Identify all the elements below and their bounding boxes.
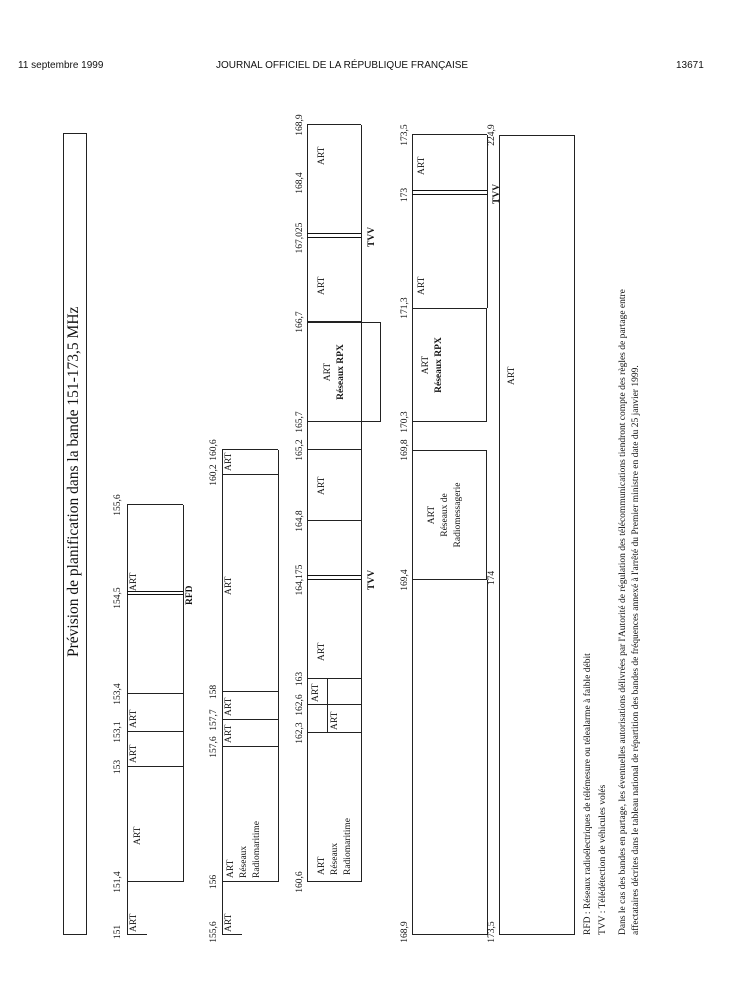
band-label: ART [421,355,431,375]
band-label: ART [417,276,427,295]
tick-label: 173,5 [400,124,410,146]
band-label: ART [317,276,327,295]
tick-label: 153,4 [113,683,123,705]
tick-label: 169,4 [400,569,410,591]
band-label: Réseaux de [440,493,450,537]
tick-label: 168,9 [400,921,410,943]
band-label: ART [129,572,139,591]
tick-label: 171,3 [400,297,410,319]
tick-label: 154,5 [113,587,123,609]
footnotes [55,55,655,935]
tick-label: 174 [487,570,497,586]
tick-label: 173,5 [487,921,497,943]
footnote-sharing-line-2: affectataires décrites dans le tableau national de répartition des bandes de fréquences annexé à l'arrêté du Premier ministre en date du 25 janvier 1999. [631,365,641,935]
band-label: ART [507,366,517,385]
band-label: Réseaux RPX [336,344,346,400]
band-label: ART [317,476,327,495]
band-label: Réseaux [239,845,249,878]
band-label: ART [224,913,234,932]
footnote-tvv: TVV : Télédétection de véhicules volés [598,784,608,935]
rfd-marker: RFD [185,585,195,605]
band-label: ART [224,576,234,595]
header-page-number: 13671 [676,60,704,71]
footnote-rfd: RFD : Réseaux radioélectriques de télémesure ou télealarme à faible débit [583,653,593,935]
band-label: ART [224,724,234,743]
band-label: ART [129,913,139,932]
tick-label: 168,4 [295,172,305,194]
rotated-page-content [55,55,655,943]
band-label: ART [224,697,234,716]
tvv-marker: TVV [492,183,502,204]
tick-label: 153 [113,759,123,775]
tick-label: 160,2 [209,464,219,486]
tick-label: 157,7 [209,709,219,731]
tick-label: 164,175 [295,564,305,596]
band-label: ART [317,642,327,661]
band-label: ART [224,452,234,471]
tvv-marker: TVV [367,569,377,590]
tick-label: 162,3 [295,722,305,744]
tick-label: 156 [209,874,219,890]
band-label: Radiomaritime [343,818,353,875]
tick-label: 155,6 [113,494,123,516]
band-label: ART [129,709,139,728]
tick-label: 153,1 [113,721,123,743]
tick-label: 158 [209,684,219,700]
tick-label: 155,6 [209,921,219,943]
tick-label: 169,8 [400,439,410,461]
tick-label: 157,6 [209,736,219,758]
band-label: ART [133,826,143,845]
header-date: 11 septembre 1999 [18,60,104,71]
tick-label: 160,6 [209,439,219,461]
tick-label: 163 [295,671,305,687]
page-title: Prévision de planification dans la bande 151-173,5 MHz [65,306,82,657]
band-label: Réseaux RPX [434,337,444,393]
footnote-sharing-line-1: Dans le cas des bandes en partage, les éventuelles autorisations délivrées par l'Autorité de régulation des télécommunications tiendront compte des règles de partage entre [618,289,628,935]
tick-label: 162,6 [295,694,305,716]
band-label: ART [317,146,327,165]
band-label: ART [317,856,327,875]
tick-label: 165,7 [295,411,305,433]
tick-label: 167,025 [295,222,305,254]
band-label: ART [129,744,139,763]
tick-label: 166,7 [295,311,305,333]
tick-label: 165,2 [295,439,305,461]
band-label: ART [323,362,333,382]
tick-label: 164,8 [295,510,305,532]
band-label: Radiomaritime [252,821,262,878]
tick-label: 173 [400,187,410,203]
band-label: ART [417,156,427,175]
header-journal: JOURNAL OFFICIEL DE LA RÉPUBLIQUE FRANÇAISE [216,60,469,71]
band-label: ART [226,859,236,878]
band-label: Réseaux [330,842,340,875]
band-label: ART [330,711,340,730]
tick-label: 160,6 [295,871,305,893]
tick-label: 151,4 [113,871,123,893]
tick-label: 170,3 [400,411,410,433]
tick-label: 224,9 [487,124,497,146]
tvv-marker: TVV [367,226,377,247]
tick-label: 168,9 [295,114,305,136]
band-label: ART [427,505,437,525]
band-label: Radiomessagerie [453,482,463,548]
band-label: ART [311,683,321,702]
tick-label: 151 [113,924,123,940]
